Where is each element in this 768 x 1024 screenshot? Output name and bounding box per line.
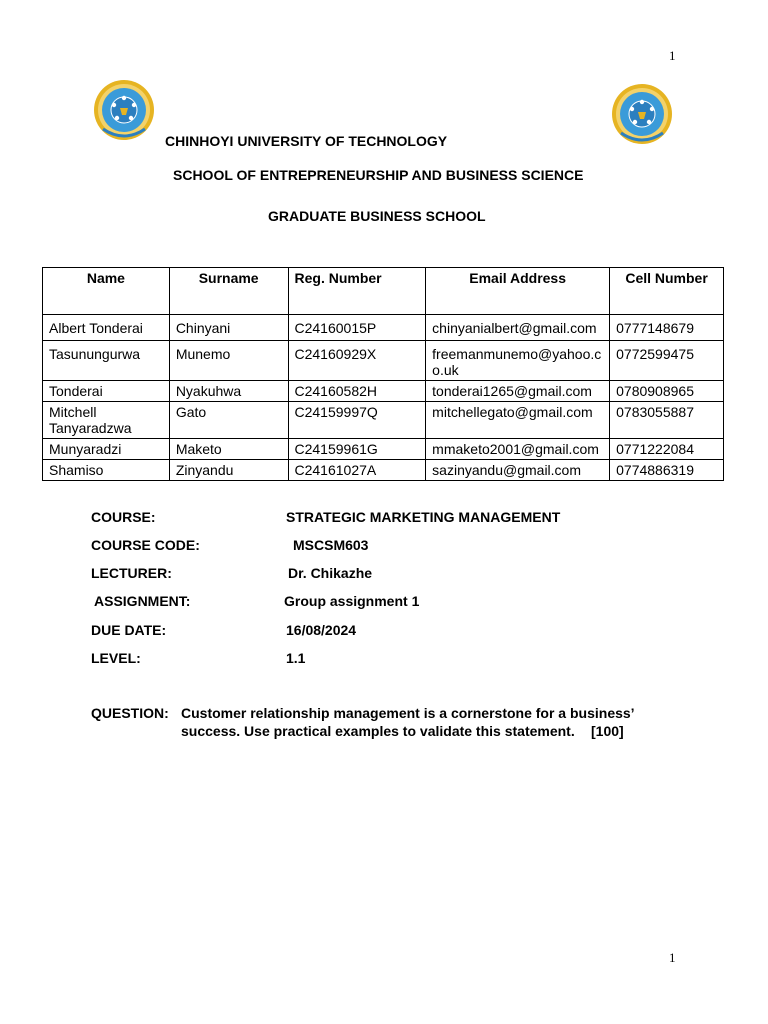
- group-members-table: [42, 267, 724, 481]
- question-marks: [100]: [591, 723, 624, 739]
- cell-name: Tonderai: [43, 381, 170, 402]
- table-row: [43, 315, 724, 341]
- cell-surname: Nyakuhwa: [169, 381, 288, 402]
- table-row: [43, 341, 724, 381]
- cell-reg-number: C24159997Q: [288, 402, 426, 439]
- col-email-header: Email Address: [426, 268, 610, 315]
- cell-reg-number: C24160582H: [288, 381, 426, 402]
- cell-name: Munyaradzi: [43, 439, 170, 460]
- page-number-top: 1: [669, 48, 676, 63]
- cell-surname: Gato: [169, 402, 288, 439]
- cell-email: chinyanialbert@gmail.com: [426, 315, 610, 341]
- graduate-school-title: GRADUATE BUSINESS SCHOOL: [268, 208, 486, 224]
- question-line-1: Customer relationship management is a cornerstone for a business’: [181, 705, 635, 721]
- cell-email: sazinyandu@gmail.com: [426, 460, 610, 481]
- cell-email: freemanmunemo@yahoo.c o.uk: [426, 341, 610, 381]
- cell-phone: 0772599475: [610, 341, 724, 381]
- cell-phone: 0780908965: [610, 381, 724, 402]
- cell-email: tonderai1265@gmail.com: [426, 381, 610, 402]
- university-title: CHINHOYI UNIVERSITY OF TECHNOLOGY: [165, 133, 448, 149]
- cell-reg-number: C24159961G: [288, 439, 426, 460]
- cell-phone: 0783055887: [610, 402, 724, 439]
- assignment-label: ASSIGNMENT:: [94, 593, 191, 609]
- cell-surname: Maketo: [169, 439, 288, 460]
- cell-reg-number: C24161027A: [288, 460, 426, 481]
- cell-phone: 0771222084: [610, 439, 724, 460]
- university-logo-right: [611, 83, 673, 145]
- page-number-bottom: 1: [669, 950, 676, 965]
- cell-surname: Zinyandu: [169, 460, 288, 481]
- question-line-2: success. Use practical examples to validate this statement.: [181, 723, 575, 739]
- cell-surname: Chinyani: [169, 315, 288, 341]
- cell-name: Mitchell Tanyaradzwa: [43, 402, 170, 439]
- cell-surname: Munemo: [169, 341, 288, 381]
- school-title: SCHOOL OF ENTREPRENEURSHIP AND BUSINESS SCIENCE: [173, 167, 584, 183]
- cell-name: Tasunungurwa: [43, 341, 170, 381]
- university-logo-left: [93, 79, 155, 141]
- due-date-value: 16/08/2024: [286, 622, 357, 638]
- cell-phone: 0774886319: [610, 460, 724, 481]
- col-name-header: Name: [43, 268, 170, 315]
- assignment-value: Group assignment 1: [284, 593, 420, 609]
- table-row: [43, 439, 724, 460]
- cell-email: mitchellegato@gmail.com: [426, 402, 610, 439]
- lecturer-label: LECTURER:: [91, 565, 172, 581]
- cell-reg-number: C24160929X: [288, 341, 426, 381]
- lecturer-value: Dr. Chikazhe: [288, 565, 373, 581]
- level-value: 1.1: [286, 650, 306, 666]
- course-value: STRATEGIC MARKETING MANAGEMENT: [286, 509, 561, 525]
- table-header-row: [43, 268, 724, 315]
- col-surname-header: Surname: [169, 268, 288, 315]
- col-reg-number-header: Reg. Number: [288, 268, 426, 315]
- cell-reg-number: C24160015P: [288, 315, 426, 341]
- table-row: [43, 381, 724, 402]
- course-label: COURSE:: [91, 509, 156, 525]
- level-label: LEVEL:: [91, 650, 141, 666]
- cell-name: Albert Tonderai: [43, 315, 170, 341]
- cell-phone: 0777148679: [610, 315, 724, 341]
- cell-name: Shamiso: [43, 460, 170, 481]
- table-row: [43, 402, 724, 439]
- due-date-label: DUE DATE:: [91, 622, 167, 638]
- cell-email: mmaketo2001@gmail.com: [426, 439, 610, 460]
- col-cell-header: Cell Number: [610, 268, 724, 315]
- table-row: [43, 460, 724, 481]
- question-label: QUESTION:: [91, 705, 169, 721]
- course-code-value: MSCSM603: [293, 537, 369, 553]
- course-code-label: COURSE CODE:: [91, 537, 200, 553]
